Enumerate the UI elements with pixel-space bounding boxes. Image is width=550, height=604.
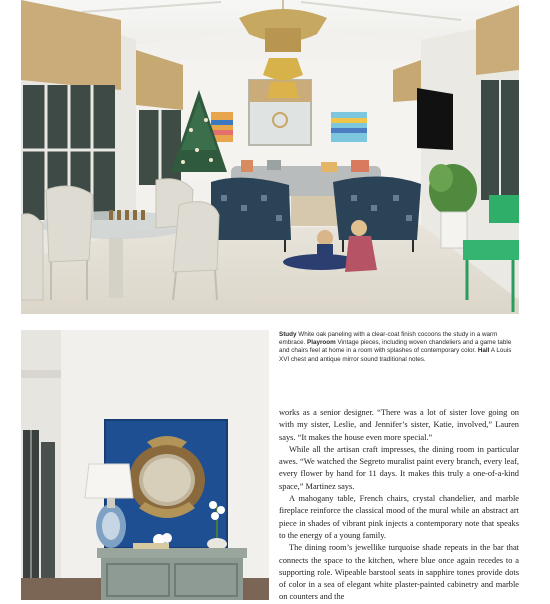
article-paragraph: While all the artisan craft impresses, the dining room in particular awes. “We watched the Segreto muralist paint every branch, every leaf, every flower by hand for 11 days. It makes this truly a one-of-a-kind space,” Martinez says.	[279, 444, 519, 491]
article-paragraph: The dining room’s jewellike turquoise shade repeats in the bar that connects the space to the kitchen, where blue once again recedes to a supporting role. Wipeable barstool seats in sapphire tones provide dots of color in a sea of elegant white plaster-painted cabinetry and marble on counters and the	[279, 543, 519, 602]
article-paragraph: A mahogany table, French chairs, crystal chandelier, and marble fireplace reinforce the classical mood of the mural while an abstract art piece in shades of vibrant pink injects a contemporary note that speaks to the energy of a young family.	[279, 494, 519, 540]
caption-text-hall: A Louis XVI chest and antique mirror sound traditional notes.	[279, 347, 512, 363]
caption-label-playroom: Playroom	[307, 339, 336, 347]
caption-label-hall: Hall	[477, 347, 490, 355]
photo-caption	[279, 331, 522, 364]
hall-photo	[21, 330, 269, 600]
article-paragraph: works as a senior designer. “There was a lot of sister love going on with my sister, Leslie, and Jennifer’s sister, Katie, involved,” Lauren says. “It makes the house even more special.”	[279, 408, 519, 442]
caption-label-study: Study	[279, 331, 297, 338]
caption-text-study: White oak paneling with a clear-coat finish cocoons the study in a warm embrace.	[279, 331, 498, 347]
caption-text-playroom: Vintage pieces, including woven chandeliers and a game table and chairs feel at home in a room with splashes of contemporary color.	[279, 339, 512, 355]
article-body	[279, 407, 519, 604]
playroom-photo	[21, 0, 519, 314]
